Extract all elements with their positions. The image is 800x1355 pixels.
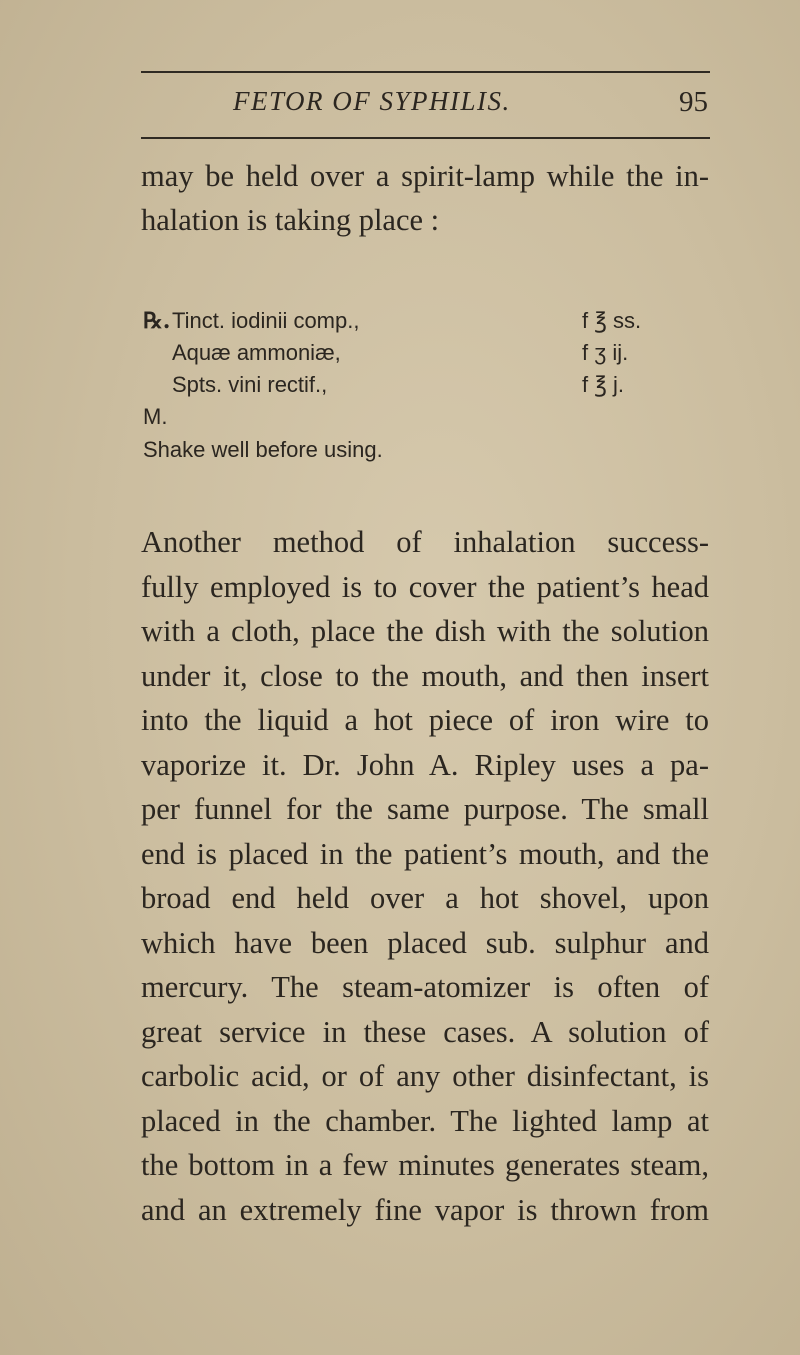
body-paragraph	[141, 520, 709, 1232]
running-title: FETOR OF SYPHILIS.	[233, 86, 511, 116]
ingredient-quantity: f ℥ j.	[582, 372, 625, 397]
intro-paragraph	[141, 154, 709, 242]
text-line: end is placed in the patient’s mouth, and the	[141, 836, 709, 871]
text-line: fully employed is to cover the patient’s head	[141, 569, 709, 604]
header-top-rule	[141, 71, 710, 73]
text-line: into the liquid a hot piece of iron wire to	[141, 703, 709, 737]
running-header	[141, 86, 710, 126]
mixture-instruction: M.	[143, 404, 168, 429]
text-line: which have been placed sub. sulphur and	[141, 925, 709, 960]
ingredient-name: Aquæ ammoniæ,	[172, 340, 341, 365]
text-line: may be held over a spirit-lamp while the in-	[141, 159, 709, 193]
text-line: per funnel for the same purpose. The small	[141, 792, 709, 826]
text-line: under it, close to the mouth, and then insert	[141, 658, 709, 693]
ingredient-name: Tinct. iodinii comp.,	[172, 308, 360, 333]
text-line: with a cloth, place the dish with the solution	[141, 614, 709, 648]
text-line: great service in these cases. A solution of	[141, 1014, 709, 1049]
ingredient-quantity: f ʒ ij.	[582, 340, 629, 365]
text-line: placed in the chamber. The lighted lamp at	[141, 1103, 709, 1138]
page-number: 95	[679, 86, 708, 118]
ingredient-name: Spts. vini rectif.,	[172, 372, 328, 397]
usage-direction: Shake well before using.	[143, 437, 383, 462]
prescription-mixture-row	[141, 401, 709, 434]
ingredient-quantity: f ℥ ss.	[582, 308, 642, 333]
text-line: carbolic acid, or of any other disinfectant, is	[141, 1059, 709, 1093]
text-line: halation is taking place :	[141, 203, 440, 237]
text-line: Another method of inhalation success-	[141, 525, 709, 559]
text-line: vaporize it. Dr. John A. Ripley uses a pa-	[141, 747, 709, 782]
prescription-row	[141, 369, 709, 401]
text-line: and an extremely fine vapor is thrown from	[141, 1192, 709, 1227]
text-line: the bottom in a few minutes generates steam,	[141, 1148, 709, 1182]
text-line: broad end held over a hot shovel, upon	[141, 881, 709, 915]
prescription-row	[141, 337, 709, 369]
text-line: mercury. The steam-atomizer is often of	[141, 970, 709, 1004]
prescription-row	[141, 305, 709, 337]
prescription	[141, 305, 709, 466]
recipe-symbol: ℞.	[143, 308, 171, 334]
header-bottom-rule	[141, 137, 710, 139]
